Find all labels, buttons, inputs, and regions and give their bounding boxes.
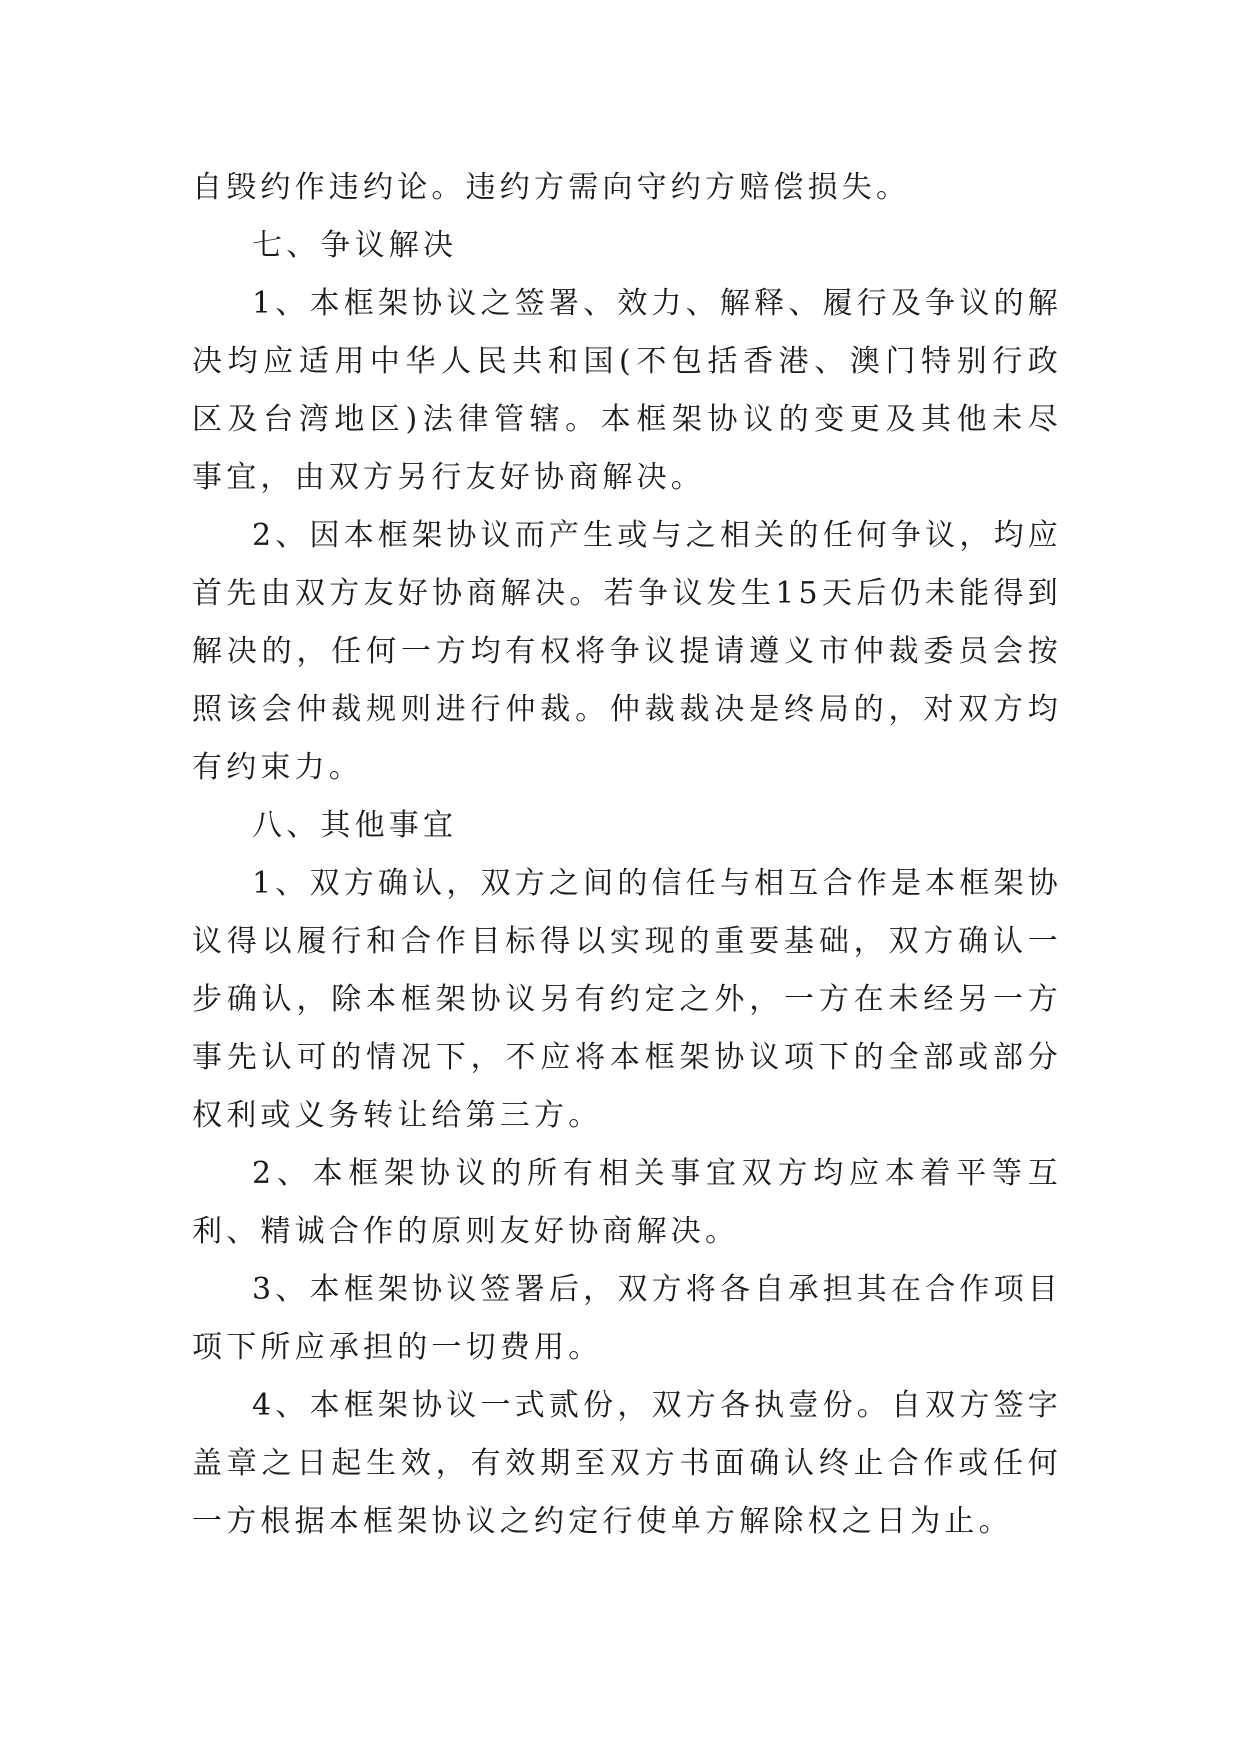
paragraph-breach-continued: 自毁约作违约论。违约方需向守约方赔偿损失。 xyxy=(192,170,911,205)
paragraph-other-3: 3、本框架协议签署后，双方将各自承担其在合作项目项下所应承担的一切费用。 xyxy=(192,1272,1062,1365)
paragraph-other-2: 2、本框架协议的所有相关事宜双方均应本着平等互利、精诚合作的原则友好协商解决。 xyxy=(192,1156,1062,1249)
paragraph-dispute-1: 1、本框架协议之签署、效力、解释、履行及争议的解决均应适用中华人民共和国(不包括香港、澳门特别行政区及台湾地区)法律管辖。本框架协议的变更及其他未尽事宜，由双方另行友好协商解决。 xyxy=(192,286,1062,495)
document-body xyxy=(192,159,1062,1551)
section-heading-dispute-resolution: 七、争议解决 xyxy=(252,228,458,263)
paragraph-dispute-2: 2、因本框架协议而产生或与之相关的任何争议，均应首先由双方友好协商解决。若争议发生15天后仍未能得到解决的，任何一方均有权将争议提请遵义市仲裁委员会按照该会仲裁规则进行仲裁。仲裁裁决是终局的，对双方均有约束力。 xyxy=(192,518,1062,785)
paragraph-other-1: 1、双方确认，双方之间的信任与相互合作是本框架协议得以履行和合作目标得以实现的重要基础，双方确认一步确认，除本框架协议另有约定之外，一方在未经另一方事先认可的情况下，不应将本框架协议项下的全部或部分权利或义务转让给第三方。 xyxy=(192,866,1062,1133)
paragraph-other-4: 4、本框架协议一式贰份，双方各执壹份。自双方签字盖章之日起生效，有效期至双方书面确认终止合作或任何一方根据本框架协议之约定行使单方解除权之日为止。 xyxy=(192,1388,1062,1539)
section-heading-other-matters: 八、其他事宜 xyxy=(252,808,458,843)
